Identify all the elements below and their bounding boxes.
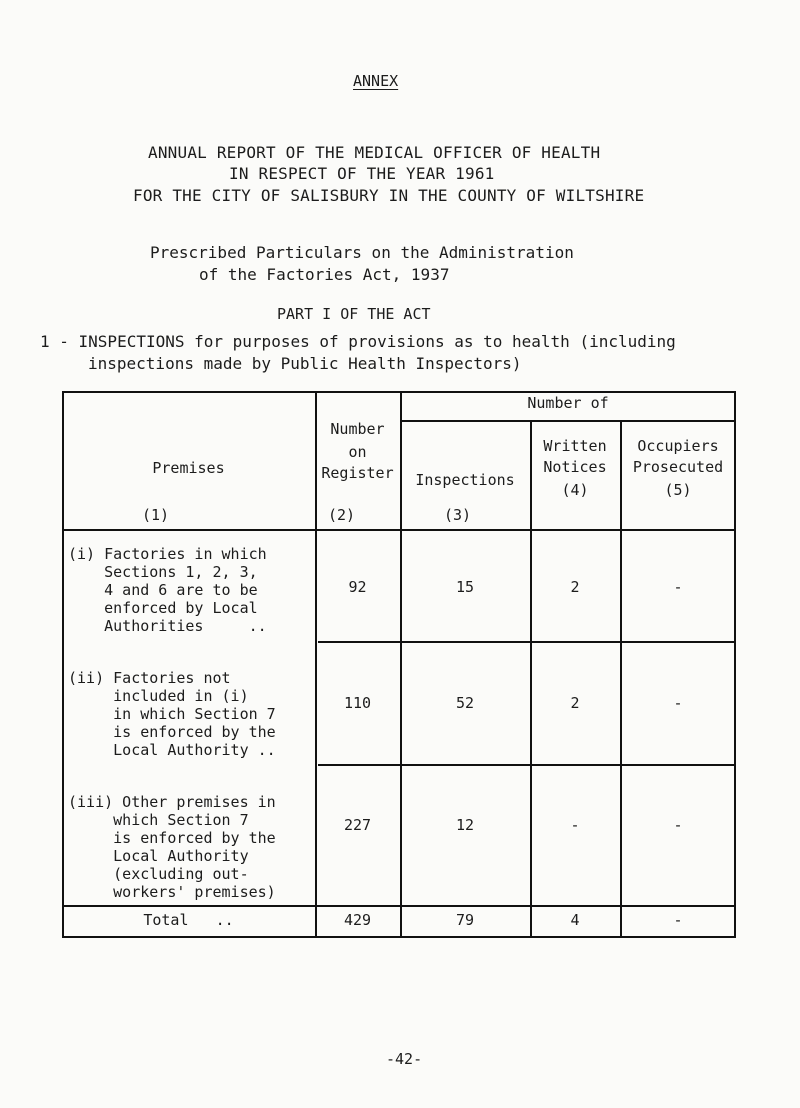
header-register-line-2: on (348, 443, 367, 461)
row-1-notices: 2 (570, 578, 580, 596)
header-register-number: (2) (328, 506, 356, 524)
row-1-register: 92 (348, 578, 367, 596)
inspections-intro-line-1: 1 - INSPECTIONS for purposes of provisions as to health (including (40, 332, 676, 351)
header-occupiers-number: (5) (664, 481, 692, 499)
inspections-intro-line-2: inspections made by Public Health Inspectors) (88, 354, 522, 373)
header-occupiers-line-2: Prosecuted (632, 458, 724, 476)
row-2-register: 110 (343, 694, 372, 712)
header-premises: Premises (152, 459, 225, 477)
table-top-rule (62, 391, 736, 393)
prescribed-particulars-line-2: of the Factories Act, 1937 (199, 265, 450, 284)
header-number-of: Number of (527, 394, 609, 412)
total-register: 429 (343, 911, 372, 929)
header-register-line-3: Register (321, 464, 394, 482)
row-1-prosecuted: - (673, 578, 683, 596)
header-written-notices-line-2: Notices (543, 458, 607, 476)
header-premises-number: (1) (142, 506, 170, 524)
row-2-prosecuted: - (673, 694, 683, 712)
row-label-other-premises: (iii) Other premises in which Section 7 is enforced by the Local Authority (excluding out- workers' premises) (68, 793, 276, 901)
header-written-notices-line-1: Written (543, 437, 607, 455)
table-bottom-rule (62, 936, 736, 938)
header-written-notices-number: (4) (561, 481, 589, 499)
total-top-rule (62, 905, 736, 907)
row-3-register: 227 (343, 816, 372, 834)
row-3-prosecuted: - (673, 816, 683, 834)
prescribed-particulars-line-1: Prescribed Particulars on the Administration (150, 243, 574, 262)
row-1-bottom-rule (318, 641, 736, 643)
part-heading: PART I OF THE ACT (277, 305, 431, 323)
annex-heading: ANNEX (353, 72, 399, 90)
row-1-inspections: 15 (455, 578, 475, 596)
total-notices: 4 (570, 911, 580, 929)
total-label: Total .. (143, 911, 234, 929)
header-register-line-1: Number (330, 420, 385, 438)
report-title-line-1: ANNUAL REPORT OF THE MEDICAL OFFICER OF HEALTH (148, 143, 601, 162)
row-3-notices: - (570, 816, 580, 834)
header-occupiers-line-1: Occupiers (637, 437, 719, 455)
row-2-notices: 2 (570, 694, 580, 712)
total-prosecuted: - (673, 911, 683, 929)
row-label-factories-sections: (i) Factories in which Sections 1, 2, 3, 4 and 6 are to be enforced by Local Authorities .. (68, 545, 267, 635)
number-of-rule (400, 420, 736, 422)
row-label-factories-section-7: (ii) Factories not included in (i) in which Section 7 is enforced by the Local Authority .. (68, 669, 276, 759)
row-3-inspections: 12 (455, 816, 475, 834)
row-2-inspections: 52 (455, 694, 475, 712)
header-inspections: Inspections (415, 471, 515, 489)
report-title-line-2: IN RESPECT OF THE YEAR 1961 (229, 164, 495, 183)
row-2-bottom-rule (318, 764, 736, 766)
report-title-line-3: FOR THE CITY OF SALISBURY IN THE COUNTY OF WILTSHIRE (133, 186, 645, 205)
header-bottom-rule (62, 529, 736, 531)
total-inspections: 79 (455, 911, 475, 929)
header-inspections-number: (3) (444, 506, 472, 524)
page-number: -42- (386, 1050, 423, 1068)
